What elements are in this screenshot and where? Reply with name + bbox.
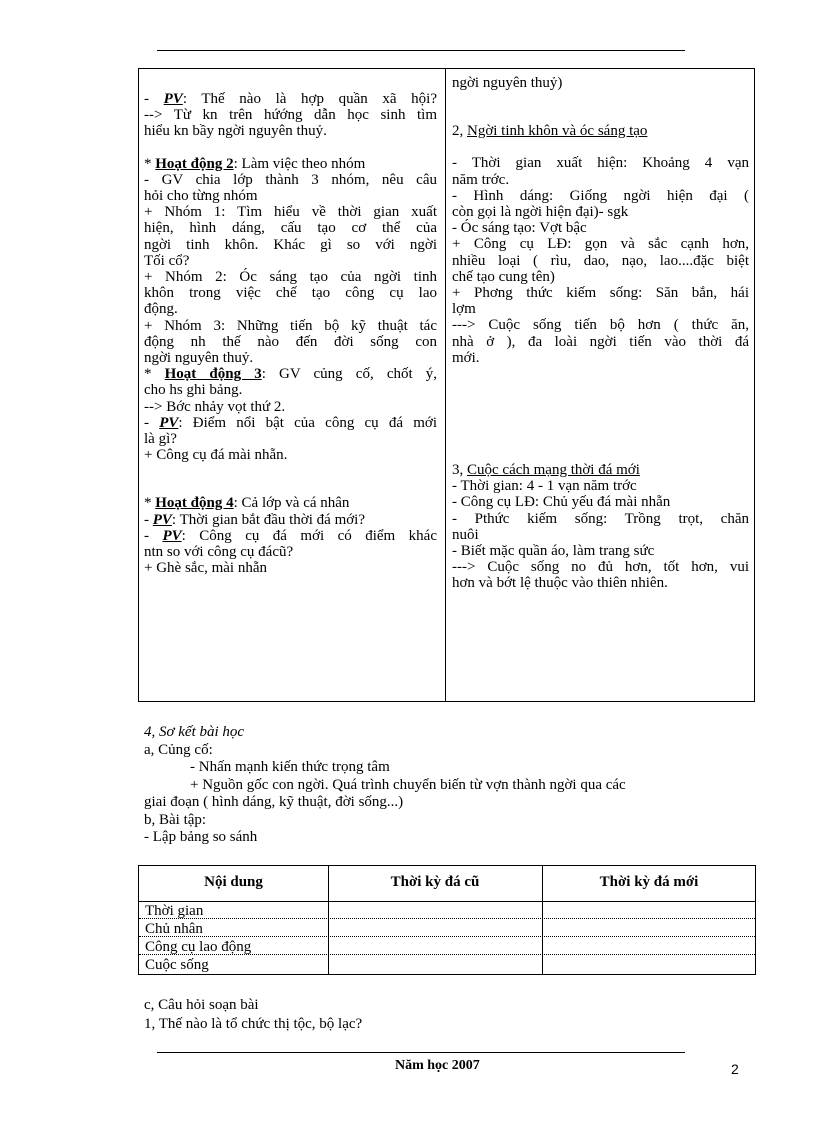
question-item: 1, Thế nào là tổ chức thị tộc, bộ lạc?: [144, 1016, 363, 1032]
text-line: - PV: Công cụ đá mới có điểm khác: [144, 527, 437, 544]
text-line: + Ghè sắc, mài nhẵn: [144, 560, 268, 577]
text-line: động nh thế nào đến đời sống con: [144, 333, 437, 350]
pv-tag: PV: [159, 414, 179, 431]
text-line: còn gọi là ngời hiện đại)- sgk: [452, 204, 629, 221]
text-line: ngời nguyên thuỷ.: [144, 350, 254, 367]
text-line: - Thời gian xuất hiện: Khoảng 4 vạn: [452, 155, 749, 172]
text-line: ngời nguyên thuỷ): [452, 75, 563, 91]
table-row-label: Thời gian: [145, 903, 204, 919]
activity-heading: Hoạt động 3: [164, 366, 262, 383]
homework-questions: [144, 996, 362, 1034]
text-line: Tối cổ?: [144, 252, 190, 269]
pv-tag: PV: [162, 527, 182, 544]
activity-heading: Hoạt động 4: [155, 495, 234, 512]
section-heading-line: 2, Ngời tinh khôn và óc sáng tạo: [452, 123, 648, 140]
activity-heading: Hoạt động 2: [155, 155, 234, 172]
text-line: + Phơng thức kiếm sống: Săn bắn, hái: [452, 285, 749, 302]
text-line: ngời tinh khôn. Khác gì so với ngời: [144, 236, 437, 253]
table-row-label: Công cụ lao động: [145, 939, 252, 955]
text-line: - PV: Thế nào là hợp quần xã hội?: [144, 91, 438, 107]
section-heading-line: 3, Cuộc cách mạng thời đá mới: [452, 462, 640, 479]
section-heading: Cuộc cách mạng thời đá mới: [467, 462, 640, 479]
questions-title: c, Câu hỏi soạn bài: [144, 997, 259, 1013]
activity-heading-line: * Hoạt động 3: GV củng cố, chốt ý,: [144, 366, 438, 383]
lesson-summary: [144, 724, 756, 847]
summary-title: 4, Sơ kết bài học: [144, 724, 245, 740]
row-separator: [139, 918, 755, 919]
text-line: khôn trong việc chế tạo công cụ lao: [144, 285, 437, 302]
comparison-table: [138, 865, 756, 975]
text-line: nuôi: [452, 526, 479, 543]
activity-heading-line: * Hoạt động 4: Cả lớp và cá nhân: [144, 495, 350, 512]
text-line: - PV: Điểm nổi bật của công cụ đá mới: [144, 414, 437, 431]
table-row-label: Chủ nhân: [145, 921, 203, 937]
footer-rule: [157, 1052, 685, 1053]
footer-school-year: Năm học 2007: [395, 1058, 480, 1073]
text-line: hỏi cho từng nhóm: [144, 188, 258, 205]
text-line: nhà ở ), đa loài ngời tiến vào thời đá: [452, 333, 749, 350]
text-line: cho hs ghi bảng.: [144, 382, 243, 399]
text-line: hiểu kn bầy ngời nguyên thuỷ.: [144, 123, 327, 140]
summary-point-cont: giai đoạn ( hình dáng, kỹ thuật, đời sống...): [144, 794, 404, 810]
text-line: động.: [144, 301, 178, 318]
pv-tag: PV: [163, 91, 183, 107]
exercise-label: b, Bài tập:: [144, 811, 207, 828]
pv-tag: PV: [152, 511, 172, 528]
column-divider: [445, 69, 446, 701]
text-line: năm trớc.: [452, 171, 510, 188]
text-line: hơn và bớt lệ thuộc vào thiên nhiên.: [452, 575, 668, 592]
text-line: - Pthức kiếm sống: Trồng trọt, chăn: [452, 510, 749, 527]
header-separator: [139, 901, 755, 902]
summary-point: + Nguồn gốc con ngời. Quá trình chuyển biến từ vợn thành ngời qua các: [190, 776, 626, 793]
text-line: - PV: Thời gian bắt đầu thời đá mới?: [144, 511, 365, 528]
text-line: + Nhóm 2: Óc sáng tạo của ngời tinh: [144, 269, 437, 286]
text-line: + Công cụ LĐ: gọn và sắc cạnh hơn,: [452, 236, 749, 253]
table-row-label: Cuộc sống: [145, 957, 209, 973]
header-old-stone-age: Thời kỳ đá cũ: [390, 874, 480, 890]
text-line: là gì?: [144, 431, 177, 448]
text-line: lợm: [452, 301, 476, 318]
text-line: chế tạo cung tên): [452, 268, 555, 285]
text-line: mới.: [452, 349, 480, 366]
exercise-item: - Lập bảng so sánh: [144, 829, 258, 845]
text-line: - Biết mặc quần áo, làm trang sức: [452, 543, 655, 560]
consolidate-label: a, Củng cố:: [144, 741, 213, 758]
content-notes-column: [452, 75, 749, 592]
text-line: ---> Cuộc sống no đủ hơn, tốt hơn, vui: [452, 559, 749, 576]
text-line: - Hình dáng: Giống ngời hiện đại (: [452, 187, 749, 204]
text-line: + Công cụ đá mài nhẵn.: [144, 447, 288, 464]
page-number: 2: [731, 1061, 739, 1077]
text-line: - Óc sáng tạo: Vợt bậc: [452, 220, 587, 237]
lesson-table: [138, 68, 755, 702]
header-content: Nội dung: [204, 874, 263, 890]
text-line: hiện, hình dáng, cấu tạo cơ thể của: [144, 220, 437, 237]
text-line: --> Bớc nhảy vọt thứ 2.: [144, 398, 286, 415]
text-line: --> Từ kn trên hứớng dẫn học sinh tìm: [144, 107, 437, 124]
text-line: - GV chia lớp thành 3 nhóm, nêu câu: [144, 171, 437, 188]
summary-point: - Nhấn mạnh kiến thức trọng tâm: [190, 759, 390, 775]
activity-heading-line: * Hoạt động 2: Làm việc theo nhóm: [144, 155, 366, 172]
text-line: - Công cụ LĐ: Chủ yếu đá mài nhẵn: [452, 494, 671, 511]
text-line: ntn so với công cụ đácũ?: [144, 544, 294, 561]
header-new-stone-age: Thời kỳ đá mới: [599, 874, 699, 890]
row-separator: [139, 936, 755, 937]
text-line: - Thời gian: 4 - 1 vạn năm trớc: [452, 478, 637, 495]
text-line: + Nhóm 1: Tìm hiểu về thời gian xuất: [144, 204, 437, 221]
header-rule: [157, 50, 685, 51]
text-line: nhiều loại ( rìu, dao, nạo, lao....đặc biệt: [452, 252, 749, 269]
section-heading: Ngời tinh khôn và óc sáng tạo: [467, 123, 648, 140]
teacher-activities-column: [144, 75, 437, 576]
text-line: ---> Cuộc sống tiến bộ hơn ( thức ăn,: [452, 317, 749, 334]
text-line: + Nhóm 3: Những tiến bộ kỹ thuật tác: [144, 317, 437, 334]
